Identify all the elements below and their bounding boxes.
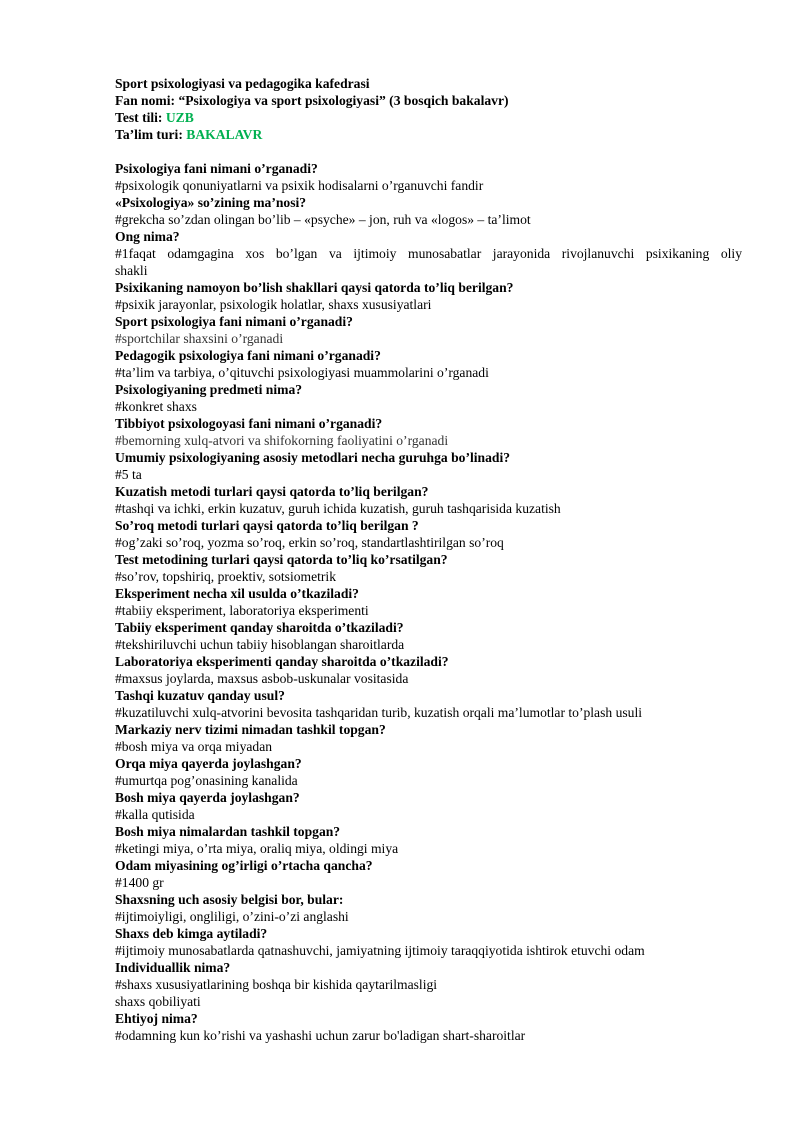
question: Markaziy nerv tizimi nimadan tashkil topgan? — [115, 722, 386, 737]
spacer — [115, 143, 742, 160]
qa-item — [115, 228, 742, 279]
answer: #konkret shaxs — [115, 399, 197, 414]
question: Psixikaning namoyon bo’lish shakllari qaysi qatorda to’liq berilgan? — [115, 280, 514, 295]
question: Psixologiya fani nimani o’rganadi? — [115, 161, 318, 176]
qa-item — [115, 653, 742, 687]
department-title: Sport psixologiyasi va pedagogika kafedrasi — [115, 76, 370, 91]
qa-item — [115, 381, 742, 415]
qa-item — [115, 925, 742, 959]
answer: #odamning kun ko’rishi va yashashi uchun zarur bo'ladigan shart-sharoitlar — [115, 1028, 526, 1043]
answer: #ta’lim va tarbiya, o’qituvchi psixologiyasi muammolarini o’rganadi — [115, 365, 489, 380]
question: Ehtiyoj nima? — [115, 1011, 198, 1026]
qa-item — [115, 1010, 742, 1044]
qa-item — [115, 687, 742, 721]
question: Test metodining turlari qaysi qatorda to’liq ko’rsatilgan? — [115, 552, 448, 567]
question: «Psixologiya» so’zining ma’nosi? — [115, 195, 307, 210]
qa-item — [115, 891, 742, 925]
qa-item — [115, 959, 742, 1010]
qa-item — [115, 823, 742, 857]
qa-item — [115, 449, 742, 483]
qa-item — [115, 194, 742, 228]
test-language-value: UZB — [165, 110, 194, 125]
answer: #psixologik qonuniyatlarni va psixik hodisalarni o’rganuvchi fandir — [115, 178, 484, 193]
answer: #ketingi miya, o’rta miya, oraliq miya, oldingi miya — [115, 841, 399, 856]
qa-item — [115, 483, 742, 517]
qa-item — [115, 551, 742, 585]
qa-item — [115, 160, 742, 194]
answer: #1400 gr — [115, 875, 164, 890]
answer: #umurtqa pog’onasining kanalida — [115, 773, 298, 788]
question: Psixologiyaning predmeti nima? — [115, 382, 303, 397]
subject-title: Fan nomi: “Psixologiya va sport psixologiyasi” (3 bosqich bakalavr) — [115, 93, 509, 108]
question: Shaxsning uch asosiy belgisi bor, bular: — [115, 892, 344, 907]
answer: #bemorning xulq-atvori va shifokorning faoliyatini o’rganadi — [115, 433, 449, 448]
qa-item — [115, 585, 742, 619]
answer: #tabiiy eksperiment, laboratoriya eksperimenti — [115, 603, 369, 618]
question: Umumiy psixologiyaning asosiy metodlari necha guruhga bo’linadi? — [115, 450, 511, 465]
qa-item — [115, 789, 742, 823]
question: Individuallik nima? — [115, 960, 231, 975]
education-type-label: Ta’lim turi: — [115, 127, 187, 142]
qa-item — [115, 721, 742, 755]
question: Ong nima? — [115, 229, 180, 244]
answer: #og’zaki so’roq, yozma so’roq, erkin so’roq, standartlashtirilgan so’roq — [115, 535, 504, 550]
test-language — [115, 109, 742, 126]
document-page — [115, 75, 742, 1044]
education-type — [115, 126, 742, 143]
question: Pedagogik psixologiya fani nimani o’rganadi? — [115, 348, 381, 363]
answer: #ijtimoiy munosabatlarda qatnashuvchi, jamiyatning ijtimoiy taraqqiyotida ishtirok etuvchi odam — [115, 943, 645, 958]
answer: #maxsus joylarda, maxsus asbob-uskunalar vositasida — [115, 671, 409, 686]
question: Eksperiment necha xil usulda o’tkaziladi? — [115, 586, 359, 601]
question: Tashqi kuzatuv qanday usul? — [115, 688, 285, 703]
answer: #bosh miya va orqa miyadan — [115, 739, 273, 754]
question: Laboratoriya eksperimenti qanday sharoitda o’tkaziladi? — [115, 654, 449, 669]
qa-item — [115, 517, 742, 551]
question: Shaxs deb kimga aytiladi? — [115, 926, 268, 941]
education-type-value: BAKALAVR — [186, 127, 263, 142]
question: Kuzatish metodi turlari qaysi qatorda to’liq berilgan? — [115, 484, 429, 499]
answer-continued: shakli — [115, 263, 148, 278]
question: Orqa miya qayerda joylashgan? — [115, 756, 302, 771]
qa-item — [115, 619, 742, 653]
answer: #so’rov, topshiriq, proektiv, sotsiometrik — [115, 569, 337, 584]
answer-alt: shaxs qobiliyati — [115, 994, 201, 1009]
question: So’roq metodi turlari qaysi qatorda to’liq berilgan ? — [115, 518, 419, 533]
question: Tibbiyot psixologoyasi fani nimani o’rganadi? — [115, 416, 383, 431]
answer: #1faqat odamgagina xos bo’lgan va ijtimoiy munosabatlar jarayonida rivojlanuvchi psixikaning oliy — [115, 246, 742, 261]
answer: #tekshiriluvchi uchun tabiiy hisoblangan sharoitlarda — [115, 637, 405, 652]
answer: #shaxs xususiyatlarining boshqa bir kishida qaytarilmasligi — [115, 977, 438, 992]
answer: #ijtimoiyligi, ongliligi, o’zini-o’zi anglashi — [115, 909, 349, 924]
qa-item — [115, 279, 742, 313]
qa-item — [115, 415, 742, 449]
answer: #kuzatiluvchi xulq-atvorini bevosita tashqaridan turib, kuzatish orqali ma’lumotlar to’plash usuli — [115, 705, 643, 720]
answer: #psixik jarayonlar, psixologik holatlar, shaxs xususiyatlari — [115, 297, 432, 312]
question: Bosh miya qayerda joylashgan? — [115, 790, 300, 805]
question: Odam miyasining og’irligi o’rtacha qancha? — [115, 858, 373, 873]
test-language-label: Test tili: — [115, 110, 166, 125]
qa-item — [115, 313, 742, 347]
question: Sport psixologiya fani nimani o’rganadi? — [115, 314, 353, 329]
answer: #tashqi va ichki, erkin kuzatuv, guruh ichida kuzatish, guruh tashqarisida kuzatish — [115, 501, 561, 516]
answer: #5 ta — [115, 467, 142, 482]
qa-item — [115, 857, 742, 891]
question: Tabiiy eksperiment qanday sharoitda o’tkaziladi? — [115, 620, 404, 635]
question: Bosh miya nimalardan tashkil topgan? — [115, 824, 341, 839]
qa-item — [115, 347, 742, 381]
answer: #grekcha so’zdan olingan bo’lib – «psyche» – jon, ruh va «logos» – ta’limot — [115, 212, 531, 227]
answer: #sportchilar shaxsini o’rganadi — [115, 331, 284, 346]
qa-item — [115, 755, 742, 789]
answer: #kalla qutisida — [115, 807, 195, 822]
